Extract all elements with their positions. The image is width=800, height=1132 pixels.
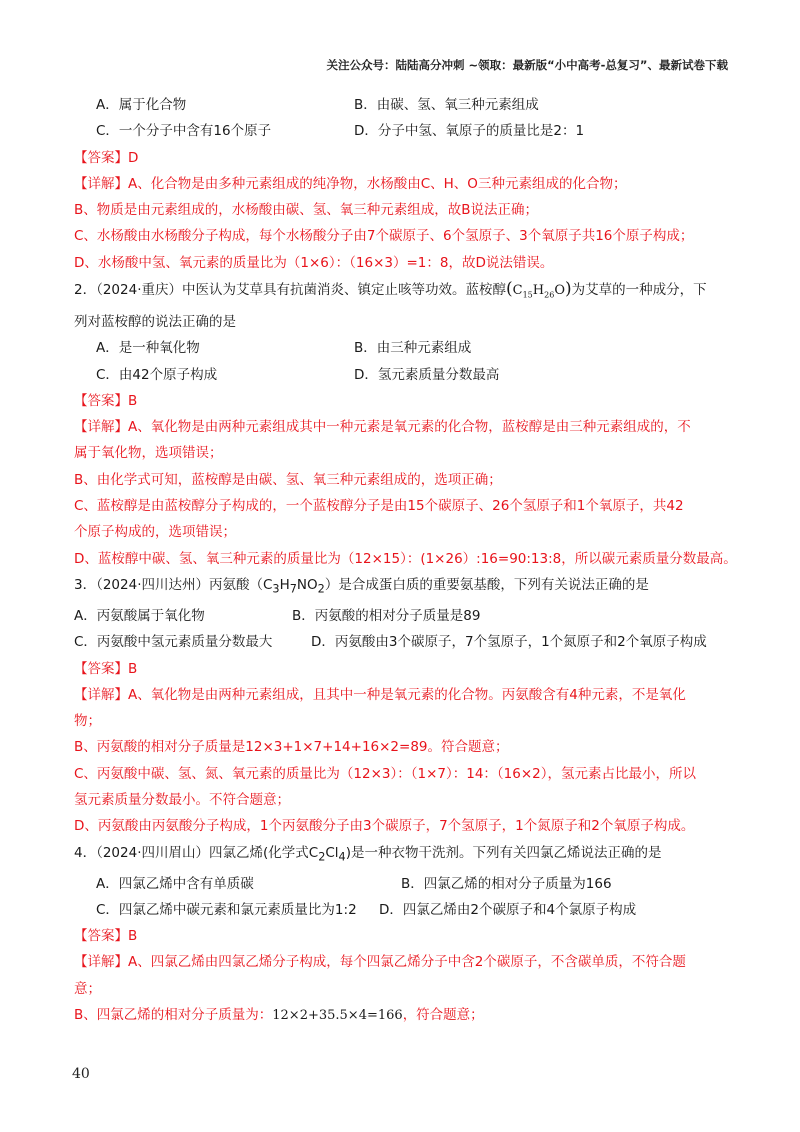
q4-stem-text-cont: )是一种衣物干洗剂。下列有关四氯乙烯说法正确的是 [345, 844, 662, 861]
q3-option-d: D．丙氨酸由3个碳原子，7个氢原子，1个氮原子和2个氧原子构成 [311, 634, 707, 651]
q1-detail-1: 【详解】A、化合物是由多种元素组成的纯净物，水杨酸由C、H、O三种元素组成的化合物； [74, 175, 627, 192]
q4-sub-2: 2 [318, 850, 326, 864]
formula-h-count: 26 [544, 290, 555, 300]
formula-c-count: 15 [522, 290, 533, 300]
q3-stem [74, 572, 734, 603]
q4-option-a: A．四氯乙烯中含有单质碳 [96, 875, 254, 892]
q4-answer: 【答案】B [74, 928, 138, 945]
q4-detail-3 [74, 1002, 734, 1029]
q3-detail-4: C、丙氨酸中碳、氢、氮、氧元素的质量比为（12×3）：（1×7）：14：（16×2），氢元素占比最小，所以 [74, 765, 697, 782]
q2-detail-5: 个原子构成的，选项错误； [74, 524, 236, 541]
q1-option-b: B．由碳、氢、氧三种元素组成 [354, 97, 539, 113]
q2-stem-text: 2．（2024·重庆）中医认为艾草具有抗菌消炎、镇定止咳等功效。蓝桉醇 [74, 282, 506, 299]
q2-stem-line-2: 列对蓝桉醇的说法正确的是 [74, 313, 236, 330]
q4-detail-3-formula: 12×2+35.5×4=166 [272, 1008, 403, 1024]
q1-detail-4: D、水杨酸中氢、氧元素的质量比为（1×6）：（16×3）=1：8，故D说法错误。 [74, 254, 554, 271]
q4-stem-cl: Cl [325, 844, 339, 861]
q1-option-d: D．分子中氢、氧原子的质量比是2：1 [354, 123, 585, 140]
formula-o: O [554, 283, 565, 299]
q2-option-a: A．是一种氧化物 [96, 340, 200, 357]
q2-detail-3: B、由化学式可知，蓝桉醇是由碳、氢、氧三种元素组成的，选项正确； [74, 471, 502, 488]
q3-options-row-2 [74, 629, 734, 655]
q2-detail-6: D、蓝桉醇中碳、氢、氧三种元素的质量比为（12×15）：(1×26）:16=90:13:8，所以碳元素质量分数最高。 [74, 550, 737, 567]
q2-options-row-1 [74, 335, 734, 361]
q1-option-a: A．属于化合物 [96, 97, 187, 113]
q2-stem-line-1 [74, 276, 734, 309]
q2-option-b: B．由三种元素组成 [354, 340, 472, 357]
q4-stem-text: 4．（2024·四川眉山）四氯乙烯(化学式C [74, 844, 319, 861]
page-content [74, 92, 737, 1029]
q4-detail-1: 【详解】A、四氯乙烯由四氯乙烯分子构成，每个四氯乙烯分子中含2个碳原子，不含碳单质，不符合题 [74, 954, 686, 971]
q3-sub-3: 3 [272, 582, 280, 596]
q4-option-c: C．四氯乙烯中碳元素和氯元素质量比为1:2 [96, 901, 357, 918]
q3-option-c: C．丙氨酸中氢元素质量分数最大 [74, 634, 273, 651]
q4-detail-3-prefix: B、四氯乙烯的相对分子质量为： [74, 1007, 273, 1024]
q3-detail-6: D、丙氨酸由丙氨酸分子构成，1个丙氨酸分子由3个碳原子，7个氢原子，1个氮原子和2个氧原子构成。 [74, 818, 695, 835]
formula-c: C [512, 283, 523, 299]
formula-paren-close: ) [564, 279, 572, 300]
page-header: 关注公众号：陆陆高分冲刺 ~领取：最新版“小中高考-总复习”、最新试卷下载 [326, 58, 728, 72]
q3-stem-text: 3．（2024·四川达州）丙氨酸（C [74, 576, 273, 593]
q3-detail-1: 【详解】A、氧化物是由两种元素组成，且其中一种是氧元素的化合物。丙氨酸含有4种元素，不是氧化 [74, 686, 686, 703]
q2-options-row-2 [74, 362, 734, 388]
q1-option-c: C．一个分子中含有16个原子 [96, 123, 272, 140]
q2-option-d: D．氢元素质量分数最高 [354, 366, 500, 383]
q4-detail-2: 意； [74, 980, 101, 997]
q4-stem [74, 840, 734, 871]
q3-detail-2: 物； [74, 713, 101, 730]
q2-detail-2: 属于氧化物，选项错误； [74, 445, 223, 462]
q2-option-c: C．由42个原子构成 [96, 366, 218, 383]
q1-detail-3: C、水杨酸由水杨酸分子构成，每个水杨酸分子由7个碳原子、6个氢原子、3个氧原子共16个原子构成； [74, 228, 694, 245]
formula-paren-open: ( [506, 279, 513, 300]
q4-option-b: B．四氯乙烯的相对分子质量为166 [401, 875, 612, 892]
q3-option-b: B．丙氨酸的相对分子质量是89 [292, 607, 481, 624]
formula-h: H [532, 283, 545, 299]
q2-answer: 【答案】B [74, 392, 138, 409]
q3-sub-7: 7 [289, 582, 297, 596]
q4-sub-4: 4 [338, 850, 346, 864]
q2-detail-1: 【详解】A、氧化物是由两种元素组成其中一种元素是氧元素的化合物，蓝桉醇是由三种元素组成的，不 [74, 419, 691, 436]
q4-detail-3-suffix: ，符合题意； [402, 1007, 484, 1024]
q3-detail-3: B、丙氨酸的相对分子质量是12×3+1×7+14+16×2=89。符合题意； [74, 739, 509, 756]
q1-answer: 【答案】D [74, 149, 139, 166]
q2-stem-text-cont: 为艾草的一种成分，下 [571, 282, 707, 299]
q2-detail-4: C、蓝桉醇是由蓝桉醇分子构成的，一个蓝桉醇分子是由15个碳原子、26个氢原子和1个氧原子，共42 [74, 498, 684, 515]
q3-option-a: A．丙氨酸属于氧化物 [74, 607, 205, 624]
q4-options-row-1 [74, 871, 734, 897]
q2-formula [506, 279, 572, 300]
q4-options-row-2 [74, 897, 734, 923]
q1-options-row-1 [74, 92, 734, 118]
q3-answer: 【答案】B [74, 660, 138, 677]
q3-sub-2: 2 [317, 582, 325, 596]
q4-option-d: D．四氯乙烯由2个碳原子和4个氯原子构成 [379, 901, 637, 918]
q3-detail-5: 氢元素质量分数最小。不符合题意； [74, 792, 290, 808]
q3-stem-no: NO [296, 576, 318, 593]
page-number: 40 [72, 1066, 90, 1082]
q3-stem-text-cont: ）是合成蛋白质的重要氨基酸，下列有关说法正确的是 [324, 576, 649, 593]
q3-options-row-1 [74, 603, 734, 629]
q1-options-row-2 [74, 118, 734, 144]
q3-stem-h: H [279, 576, 290, 593]
q1-detail-2: B、物质是由元素组成的，水杨酸由碳、氢、氧三种元素组成，故B说法正确； [74, 202, 539, 219]
